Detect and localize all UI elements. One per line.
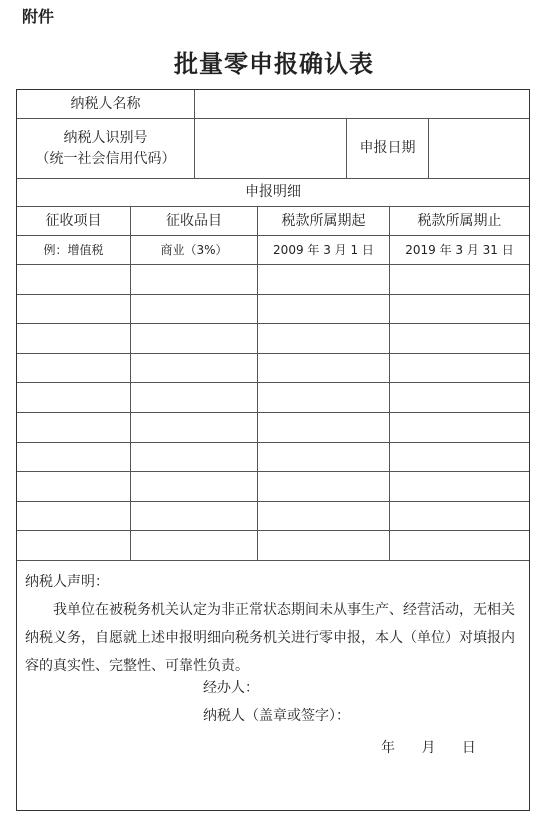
detail-cell[interactable]: [131, 502, 258, 532]
detail-cell[interactable]: [258, 502, 390, 532]
filing-date-field[interactable]: [429, 119, 529, 179]
example-period-end: 2019 年 3 月 31 日: [390, 236, 529, 265]
detail-cell[interactable]: [390, 413, 529, 443]
column-header-period-end: 税款所属期止: [390, 207, 529, 236]
taxpayer-name-label: 纳税人名称: [17, 90, 195, 119]
detail-cell[interactable]: [390, 502, 529, 532]
detail-cell[interactable]: [258, 472, 390, 502]
form-title: 批量零申报确认表: [174, 50, 374, 78]
detail-cell[interactable]: [131, 265, 258, 295]
attachment-label: 附件: [22, 7, 55, 26]
detail-cell[interactable]: [17, 324, 131, 354]
detail-cell[interactable]: [17, 443, 131, 473]
example-tax-category: 商业（3%）: [131, 236, 258, 265]
detail-cell[interactable]: [258, 354, 390, 384]
example-period-start: 2009 年 3 月 1 日: [258, 236, 390, 265]
detail-cell[interactable]: [258, 413, 390, 443]
date-label: 年 月 日: [381, 740, 476, 756]
detail-cell[interactable]: [17, 531, 131, 561]
declaration-heading: 纳税人声明：: [25, 574, 109, 590]
detail-cell[interactable]: [390, 383, 529, 413]
confirmation-form: [16, 89, 530, 811]
detail-cell[interactable]: [390, 354, 529, 384]
detail-cell[interactable]: [131, 413, 258, 443]
detail-cell[interactable]: [17, 502, 131, 532]
detail-cell[interactable]: [258, 383, 390, 413]
detail-cell[interactable]: [390, 443, 529, 473]
declaration-section: [17, 562, 529, 810]
detail-cell[interactable]: [258, 443, 390, 473]
handler-label: 经办人：: [203, 680, 259, 696]
taxpayer-id-label-line2: （统一社会信用代码）: [35, 150, 176, 167]
detail-cell[interactable]: [17, 295, 131, 325]
column-header-tax-item: 征收项目: [17, 207, 131, 236]
column-header-tax-category: 征收品目: [131, 207, 258, 236]
detail-cell[interactable]: [131, 472, 258, 502]
details-header: 申报明细: [17, 179, 529, 207]
detail-cell[interactable]: [131, 295, 258, 325]
column-header-period-start: 税款所属期起: [258, 207, 390, 236]
detail-cell[interactable]: [390, 265, 529, 295]
detail-cell[interactable]: [390, 324, 529, 354]
declaration-body: 我单位在被税务机关认定为非正常状态期间未从事生产、经营活动，无相关纳税义务，自愿就上述申报明细向税务机关进行零申报，本人（单位）对填报内容的真实性、完整性、可靠性负责。: [25, 602, 515, 674]
taxpayer-name-field[interactable]: [195, 90, 529, 119]
taxpayer-id-label: [17, 119, 195, 179]
detail-cell[interactable]: [17, 383, 131, 413]
detail-cell[interactable]: [131, 383, 258, 413]
detail-cell[interactable]: [17, 413, 131, 443]
detail-cell[interactable]: [258, 324, 390, 354]
signature-label: 纳税人（盖章或签字）：: [203, 708, 350, 724]
detail-cell[interactable]: [390, 295, 529, 325]
detail-cell[interactable]: [390, 472, 529, 502]
detail-cell[interactable]: [131, 324, 258, 354]
detail-cell[interactable]: [131, 443, 258, 473]
detail-cell[interactable]: [17, 472, 131, 502]
taxpayer-id-field[interactable]: [195, 119, 347, 179]
detail-cell[interactable]: [258, 295, 390, 325]
detail-cell[interactable]: [17, 265, 131, 295]
filing-date-label: 申报日期: [347, 119, 429, 179]
detail-cell[interactable]: [131, 531, 258, 561]
detail-cell[interactable]: [258, 265, 390, 295]
detail-cell[interactable]: [258, 531, 390, 561]
example-tax-item: 例：增值税: [17, 236, 131, 265]
taxpayer-id-label-line1: 纳税人识别号: [63, 129, 148, 146]
detail-cell[interactable]: [390, 531, 529, 561]
detail-cell[interactable]: [131, 354, 258, 384]
detail-cell[interactable]: [17, 354, 131, 384]
